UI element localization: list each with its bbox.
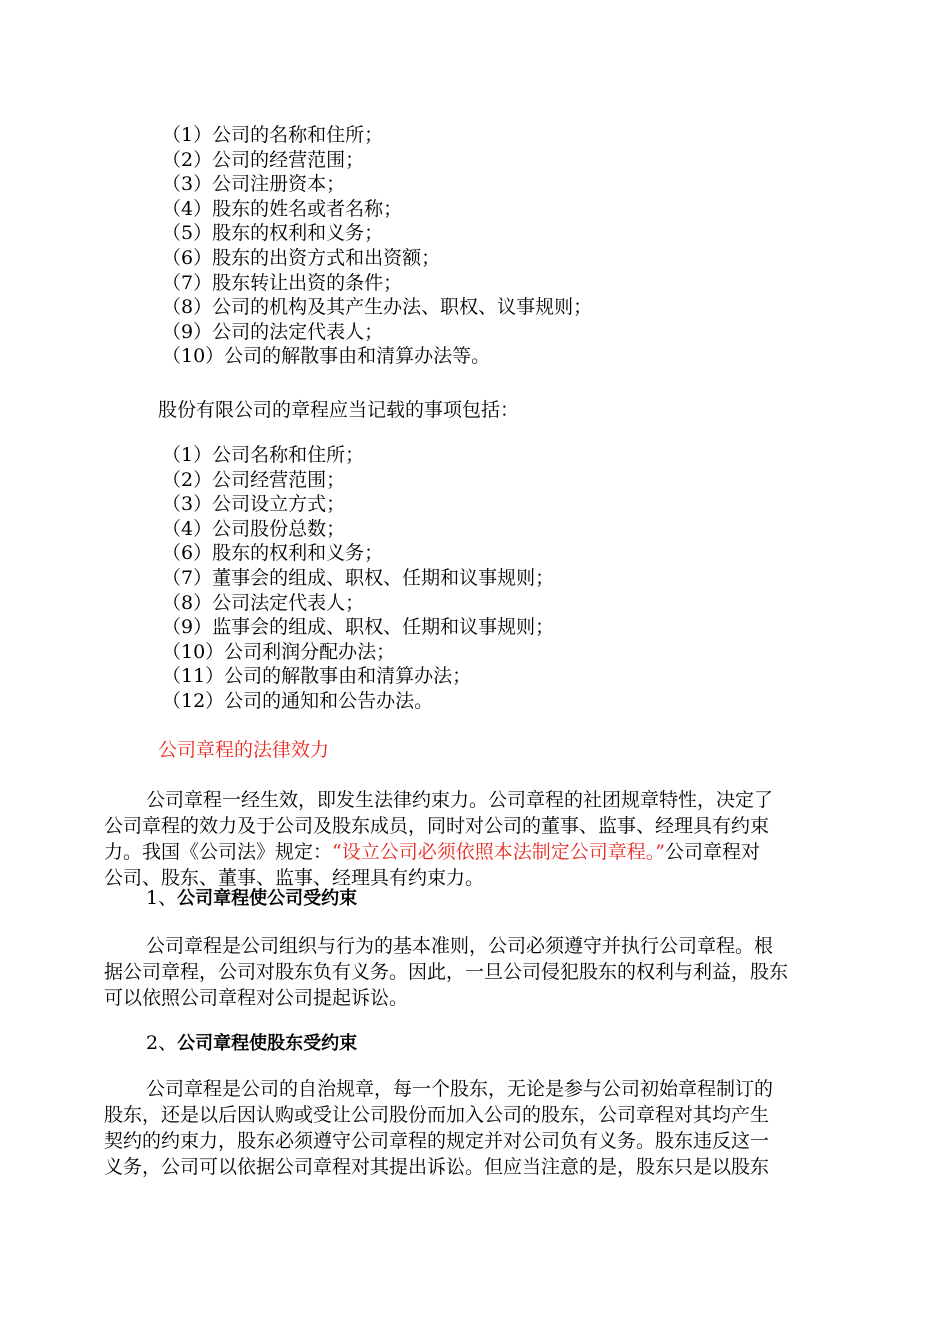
subheading-number: 1、: [146, 887, 178, 909]
list-item: （6）股东的权利和义务；: [162, 542, 384, 565]
law-quote: “设立公司必须依照本法制定公司章程。”: [332, 841, 665, 863]
subheading-title: 公司章程使公司受约束: [177, 888, 358, 909]
llc-charter-items-list: [162, 123, 592, 369]
subheading-number: 2、: [146, 1032, 178, 1054]
paragraph-line: [104, 839, 880, 865]
paragraph-line: 可以依照公司章程对公司提起诉讼。: [104, 987, 409, 1009]
paragraph-line: 契约的约束力，股东必须遵守公司章程的规定并对公司负有义务。股东违反这一: [104, 1130, 770, 1152]
paragraph-line: 公司章程是公司组织与行为的基本准则，公司必须遵守并执行公司章程。根: [146, 935, 774, 957]
list-item: （12）公司的通知和公告办法。: [162, 689, 434, 712]
subheading-company-bound: [146, 885, 357, 912]
paragraph-line: 公司章程是公司的自治规章，每一个股东，无论是参与公司初始章程制订的: [146, 1078, 774, 1100]
company-bound-paragraph: [104, 933, 880, 1011]
list-item: （1）公司名称和住所；: [162, 444, 365, 466]
list-item: （4）股东的姓名或者名称；: [162, 197, 403, 220]
list-item: （10）公司利润分配办法；: [162, 640, 396, 663]
list-item: （5）股东的权利和义务；: [162, 222, 384, 245]
legal-effect-paragraph: [104, 787, 880, 891]
paragraph-text: 力。我国《公司法》规定：: [104, 841, 333, 863]
paragraph-line: 公司、股东、董事、监事、经理具有约束力。: [104, 867, 485, 889]
list-item: （4）公司股份总数；: [162, 517, 346, 540]
joint-stock-intro: 股份有限公司的章程应当记载的事项包括：: [158, 399, 520, 421]
list-item: （9）公司的法定代表人；: [162, 320, 384, 343]
paragraph-line: 公司章程一经生效，即发生法律约束力。公司章程的社团规章特性，决定了: [146, 789, 774, 811]
list-item: （1）公司的名称和住所；: [162, 124, 384, 146]
list-item: （3）公司设立方式；: [162, 493, 346, 516]
list-item: （2）公司经营范围；: [162, 468, 346, 491]
list-item: （3）公司注册资本；: [162, 173, 346, 196]
paragraph-line: 股东，还是以后因认购或受让公司股份而加入公司的股东，公司章程对其均产生: [104, 1104, 770, 1126]
list-item: （7）董事会的组成、职权、任期和议事规则；: [162, 566, 555, 589]
list-item: （8）公司法定代表人；: [162, 591, 365, 614]
paragraph-line: 据公司章程，公司对股东负有义务。因此，一旦公司侵犯股东的权利与利益，股东: [104, 961, 789, 983]
subheading-shareholder-bound: [146, 1030, 357, 1057]
paragraph-line: 义务，公司可以依据公司章程对其提出诉讼。但应当注意的是，股东只是以股东: [104, 1156, 770, 1178]
paragraph-line: 公司章程的效力及于公司及股东成员，同时对公司的董事、监事、经理具有约束: [104, 815, 770, 837]
section-heading: 公司章程的法律效力: [158, 739, 330, 761]
list-item: （11）公司的解散事由和清算办法；: [162, 665, 472, 688]
list-item: （10）公司的解散事由和清算办法等。: [162, 345, 491, 368]
paragraph-text: 公司章程对: [664, 841, 760, 863]
joint-stock-charter-items-list: [162, 443, 554, 714]
list-item: （8）公司的机构及其产生办法、职权、议事规则；: [162, 296, 593, 319]
list-item: （9）监事会的组成、职权、任期和议事规则；: [162, 616, 555, 639]
subheading-title: 公司章程使股东受约束: [177, 1033, 358, 1054]
list-item: （7）股东转让出资的条件；: [162, 271, 403, 294]
list-item: （6）股东的出资方式和出资额；: [162, 246, 441, 269]
shareholder-bound-paragraph: [104, 1076, 880, 1180]
list-item: （2）公司的经营范围；: [162, 148, 365, 171]
